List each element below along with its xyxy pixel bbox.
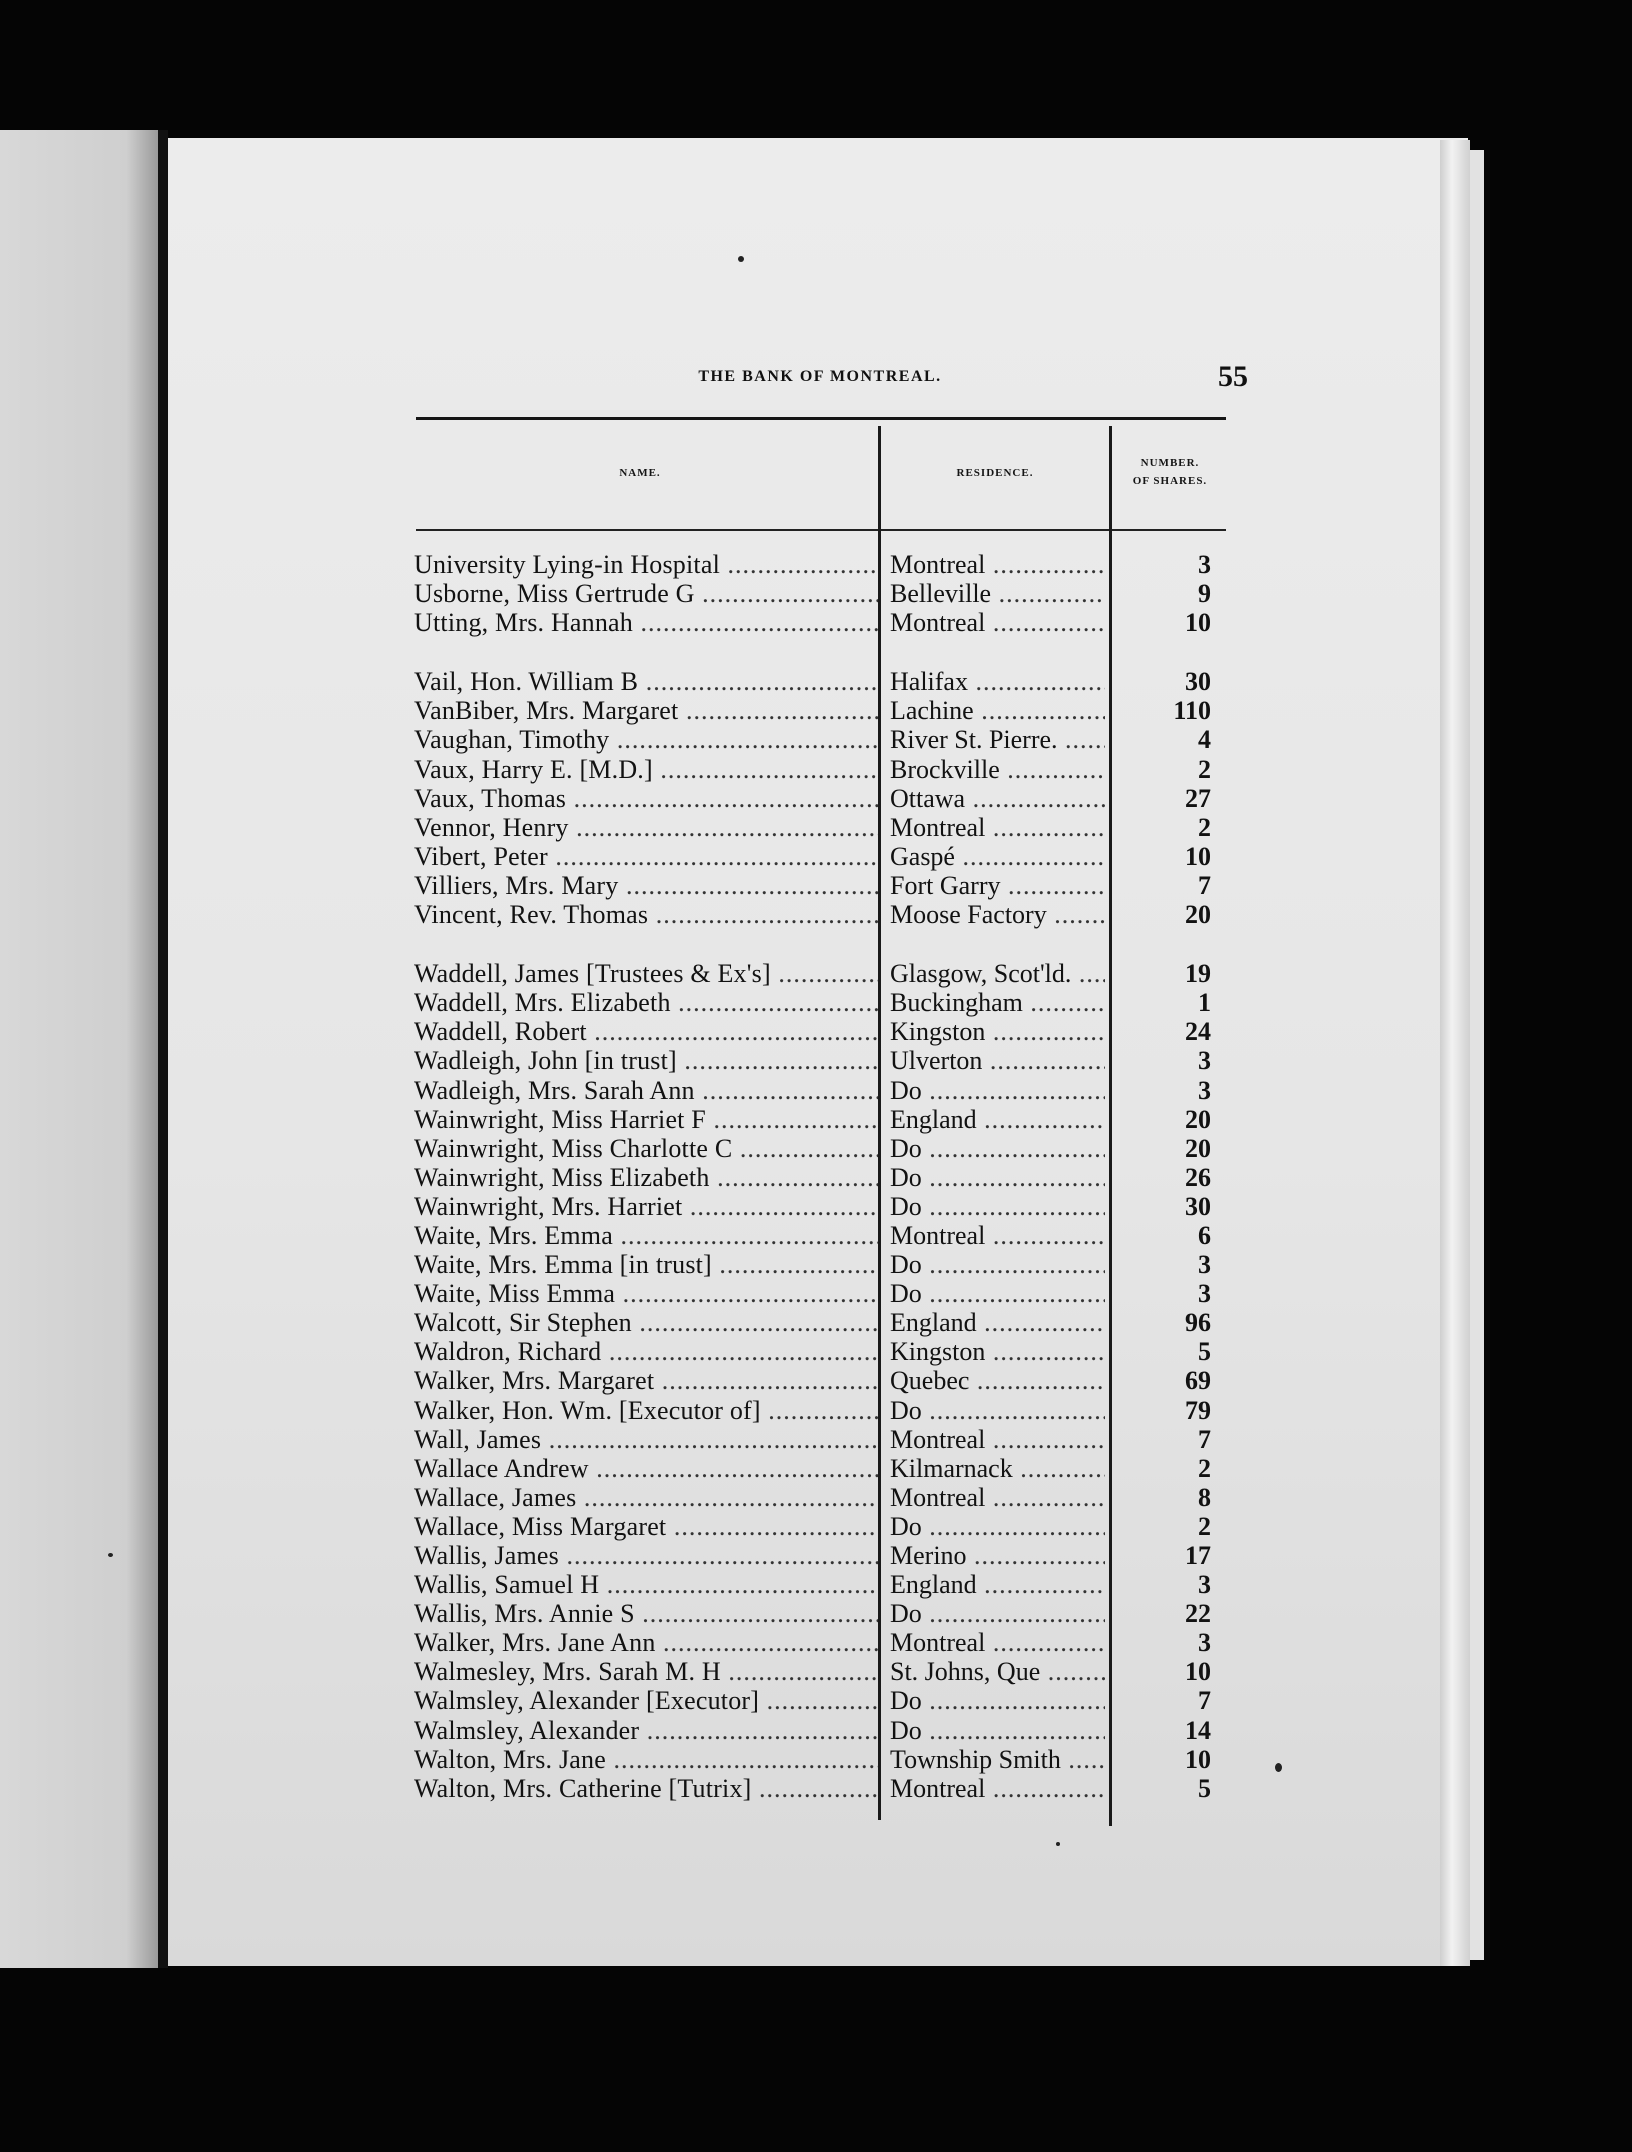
print-speck — [108, 1553, 113, 1557]
shareholder-shares: 69 — [1185, 1366, 1211, 1396]
table-row — [404, 1046, 1234, 1075]
entry-group — [404, 959, 1234, 1803]
table-row — [404, 1366, 1234, 1395]
shareholder-name: Walmsley, Alexander ..... — [414, 1716, 878, 1746]
shareholder-shares: 79 — [1185, 1395, 1211, 1425]
shareholder-shares: 10 — [1185, 608, 1211, 638]
shareholder-residence: Merino ..... — [890, 1541, 1105, 1571]
table-top-rule — [416, 417, 1226, 420]
table-row — [404, 1483, 1234, 1512]
shareholder-shares: 3 — [1198, 550, 1211, 579]
shareholder-residence: Gaspé ..... — [890, 842, 1105, 872]
shareholder-shares: 110 — [1173, 696, 1211, 726]
shareholder-name: Vennor, Henry ..... — [414, 813, 878, 843]
shareholder-residence: Brockville ..... — [890, 755, 1105, 785]
table-row — [404, 1250, 1234, 1279]
shareholder-shares: 26 — [1185, 1162, 1211, 1192]
shareholder-residence: River St. Pierre. ..... — [890, 725, 1105, 755]
shareholder-name: Wainwright, Mrs. Harriet ..... — [414, 1192, 878, 1222]
table-row — [404, 755, 1234, 784]
shareholder-shares: 7 — [1198, 1424, 1211, 1454]
shareholder-residence: Do ..... — [890, 1512, 1105, 1542]
shareholder-shares: 2 — [1198, 754, 1211, 784]
shareholder-shares: 6 — [1198, 1220, 1211, 1250]
shareholder-residence: Ottawa ..... — [890, 784, 1105, 814]
shareholder-name: Walker, Mrs. Margaret ..... — [414, 1366, 878, 1396]
shareholder-residence: Glasgow, Scot'ld. ..... — [890, 959, 1105, 989]
table-row — [404, 1512, 1234, 1541]
shareholder-residence: Kingston ..... — [890, 1337, 1105, 1367]
shareholder-residence: Do ..... — [890, 1686, 1105, 1716]
table-row — [404, 1308, 1234, 1337]
shareholder-residence: Montreal ..... — [890, 1425, 1105, 1455]
facing-page-edge — [0, 130, 158, 1968]
table-row — [404, 1541, 1234, 1570]
shareholder-name: Vail, Hon. William B ..... — [414, 667, 878, 697]
shareholder-residence: Montreal ..... — [890, 813, 1105, 843]
table-row — [404, 1454, 1234, 1483]
shareholder-shares: 96 — [1185, 1308, 1211, 1338]
table-header-rule — [416, 529, 1226, 531]
shareholder-shares: 3 — [1198, 1570, 1211, 1600]
shareholder-residence: St. Johns, Que ..... — [890, 1657, 1105, 1687]
shareholder-residence: Kingston ..... — [890, 1017, 1105, 1047]
shareholder-shares: 3 — [1198, 1250, 1211, 1280]
shareholder-shares: 27 — [1185, 783, 1211, 813]
shareholder-name: Vincent, Rev. Thomas ..... — [414, 900, 878, 930]
table-row — [404, 667, 1234, 696]
table-row — [404, 871, 1234, 900]
shareholder-name: Waldron, Richard ..... — [414, 1337, 878, 1367]
shareholder-shares: 4 — [1198, 725, 1211, 755]
table-row — [404, 1745, 1234, 1774]
column-header-shares — [1112, 454, 1228, 490]
shareholder-name: Walton, Mrs. Jane ..... — [414, 1745, 878, 1775]
table-row — [404, 1279, 1234, 1308]
shareholder-residence: Do ..... — [890, 1396, 1105, 1426]
shareholder-shares: 20 — [1185, 900, 1211, 930]
table-row — [404, 1163, 1234, 1192]
shareholder-name: Wallace Andrew ..... — [414, 1454, 878, 1484]
shareholder-name: Waite, Miss Emma ..... — [414, 1279, 878, 1309]
table-row — [404, 959, 1234, 988]
shareholder-residence: Montreal ..... — [890, 550, 1105, 580]
shareholder-name: Wallace, James ..... — [414, 1483, 878, 1513]
shareholder-name: Walton, Mrs. Catherine [Tutrix] ..... — [414, 1774, 878, 1804]
shareholder-shares: 2 — [1198, 1453, 1211, 1483]
table-row — [404, 696, 1234, 725]
shareholder-name: Vaughan, Timothy ..... — [414, 725, 878, 755]
shareholder-residence: Ulverton ..... — [890, 1046, 1105, 1076]
shareholder-name: VanBiber, Mrs. Margaret ..... — [414, 696, 878, 726]
shareholder-shares: 1 — [1198, 988, 1211, 1018]
table-row — [404, 1425, 1234, 1454]
shareholder-residence: Montreal ..... — [890, 1221, 1105, 1251]
shareholder-shares: 3 — [1198, 1628, 1211, 1658]
table-row — [404, 1686, 1234, 1715]
shareholder-shares: 17 — [1185, 1541, 1211, 1570]
shareholder-name: Wainwright, Miss Charlotte C ..... — [414, 1134, 878, 1164]
shareholder-name: Walker, Mrs. Jane Ann ..... — [414, 1628, 878, 1658]
shareholder-list — [404, 550, 1234, 1833]
table-row — [404, 1105, 1234, 1134]
table-row — [404, 1599, 1234, 1628]
shareholder-name: Utting, Mrs. Hannah ..... — [414, 608, 878, 638]
table-row — [404, 1396, 1234, 1425]
shareholder-name: Wallis, Samuel H ..... — [414, 1570, 878, 1600]
column-header-shares-line2: OF SHARES. — [1132, 475, 1208, 487]
shareholder-name: Wallis, Mrs. Annie S ..... — [414, 1599, 878, 1629]
table-row — [404, 842, 1234, 871]
table-row — [404, 1192, 1234, 1221]
shareholder-shares: 10 — [1185, 841, 1211, 871]
shareholder-shares: 2 — [1198, 1511, 1211, 1541]
table-row — [404, 579, 1234, 608]
shareholder-name: Walmsley, Alexander [Executor] ..... — [414, 1686, 878, 1716]
table-row — [404, 1134, 1234, 1163]
shareholder-residence: Fort Garry ..... — [890, 871, 1105, 901]
shareholder-shares: 9 — [1198, 579, 1211, 609]
shareholder-shares: 30 — [1185, 667, 1211, 697]
shareholder-name: Villiers, Mrs. Mary ..... — [414, 871, 878, 901]
table-row — [404, 1570, 1234, 1599]
table-row — [404, 1221, 1234, 1250]
shareholder-residence: England ..... — [890, 1105, 1105, 1135]
print-speck — [738, 256, 744, 262]
shareholder-name: University Lying-in Hospital ..... — [414, 550, 878, 580]
table-row — [404, 1017, 1234, 1046]
shareholder-shares: 24 — [1185, 1017, 1211, 1047]
table-row — [404, 1076, 1234, 1105]
shareholder-residence: Do ..... — [890, 1279, 1105, 1309]
column-header-residence: RESIDENCE. — [956, 467, 1034, 479]
shareholder-shares: 7 — [1198, 1686, 1211, 1716]
shareholder-residence: Do ..... — [890, 1192, 1105, 1222]
table-row — [404, 1337, 1234, 1366]
shareholder-name: Walmesley, Mrs. Sarah M. H ..... — [414, 1657, 878, 1687]
table-row — [404, 784, 1234, 813]
table-row — [404, 813, 1234, 842]
shareholder-shares: 10 — [1185, 1744, 1211, 1774]
shareholder-residence: Do ..... — [890, 1599, 1105, 1629]
shareholder-shares: 19 — [1185, 959, 1211, 989]
shareholder-shares: 30 — [1185, 1191, 1211, 1221]
entry-group — [404, 667, 1234, 929]
shareholder-shares: 3 — [1198, 1075, 1211, 1105]
shareholder-name: Walcott, Sir Stephen ..... — [414, 1308, 878, 1338]
shareholder-residence: Township Smith ..... — [890, 1745, 1105, 1775]
shareholder-name: Wainwright, Miss Harriet F ..... — [414, 1105, 878, 1135]
shareholder-name: Wadleigh, John [in trust] ..... — [414, 1046, 878, 1076]
shareholder-name: Waddell, James [Trustees & Ex's] ..... — [414, 959, 878, 989]
page-edge-shadow — [1440, 140, 1470, 1966]
page-edge-stack — [1470, 150, 1484, 1960]
shareholder-residence: Do ..... — [890, 1163, 1105, 1193]
shareholder-residence: Do ..... — [890, 1134, 1105, 1164]
print-speck — [1275, 1763, 1282, 1772]
page-number: 55 — [1218, 360, 1248, 393]
shareholder-residence: Belleville ..... — [890, 579, 1105, 609]
entry-group — [404, 550, 1234, 637]
table-row — [404, 1657, 1234, 1686]
shareholder-name: Wall, James ..... — [414, 1425, 878, 1455]
shareholder-shares: 20 — [1185, 1104, 1211, 1134]
shareholder-shares: 22 — [1185, 1599, 1211, 1629]
shareholder-name: Usborne, Miss Gertrude G ..... — [414, 579, 878, 609]
shareholder-shares: 3 — [1198, 1046, 1211, 1076]
shareholder-residence: Montreal ..... — [890, 608, 1105, 638]
table-row — [404, 1774, 1234, 1803]
table-row — [404, 550, 1234, 579]
shareholder-name: Waite, Mrs. Emma [in trust] ..... — [414, 1250, 878, 1280]
shareholder-name: Waite, Mrs. Emma ..... — [414, 1221, 878, 1251]
book-gutter — [158, 130, 168, 1968]
shareholder-shares: 2 — [1198, 812, 1211, 842]
shareholder-name: Vaux, Thomas ..... — [414, 784, 878, 814]
shareholder-residence: Buckingham ..... — [890, 988, 1105, 1018]
shareholder-name: Wainwright, Miss Elizabeth ..... — [414, 1163, 878, 1193]
shareholder-residence: England ..... — [890, 1308, 1105, 1338]
table-row — [404, 900, 1234, 929]
table-row — [404, 1628, 1234, 1657]
shareholder-residence: Kilmarnack ..... — [890, 1454, 1105, 1484]
shareholder-residence: Montreal ..... — [890, 1628, 1105, 1658]
shareholder-name: Vaux, Harry E. [M.D.] ..... — [414, 755, 878, 785]
column-header-name: NAME. — [619, 467, 661, 479]
shareholder-residence: Montreal ..... — [890, 1483, 1105, 1513]
shareholder-residence: Lachine ..... — [890, 696, 1105, 726]
shareholder-shares: 3 — [1198, 1279, 1211, 1309]
shareholder-residence: Do ..... — [890, 1076, 1105, 1106]
print-speck — [1056, 1842, 1060, 1846]
shareholder-name: Waddell, Mrs. Elizabeth ..... — [414, 988, 878, 1018]
shareholder-shares: 10 — [1185, 1657, 1211, 1687]
running-header: THE BANK OF MONTREAL. — [698, 368, 942, 385]
column-header-shares-line1: NUMBER. — [1140, 457, 1200, 469]
shareholder-shares: 8 — [1198, 1482, 1211, 1512]
shareholder-name: Waddell, Robert ..... — [414, 1017, 878, 1047]
shareholder-residence: Do ..... — [890, 1250, 1105, 1280]
shareholder-residence: Do ..... — [890, 1716, 1105, 1746]
shareholder-shares: 14 — [1185, 1715, 1211, 1745]
shareholder-shares: 7 — [1198, 870, 1211, 900]
table-row — [404, 1716, 1234, 1745]
table-row — [404, 988, 1234, 1017]
table-row — [404, 725, 1234, 754]
shareholder-name: Wadleigh, Mrs. Sarah Ann ..... — [414, 1076, 878, 1106]
shareholder-residence: England ..... — [890, 1570, 1105, 1600]
shareholder-name: Wallace, Miss Margaret ..... — [414, 1512, 878, 1542]
table-row — [404, 608, 1234, 637]
shareholder-shares: 20 — [1185, 1133, 1211, 1163]
shareholder-residence: Moose Factory ..... — [890, 900, 1105, 930]
shareholder-residence: Quebec ..... — [890, 1366, 1105, 1396]
shareholder-residence: Halifax ..... — [890, 667, 1105, 697]
shareholder-shares: 5 — [1198, 1337, 1211, 1367]
shareholder-name: Walker, Hon. Wm. [Executor of] ..... — [414, 1396, 878, 1426]
shareholder-residence: Montreal ..... — [890, 1774, 1105, 1804]
shareholder-name: Vibert, Peter ..... — [414, 842, 878, 872]
shareholder-name: Wallis, James ..... — [414, 1541, 878, 1571]
shareholder-shares: 5 — [1198, 1773, 1211, 1803]
